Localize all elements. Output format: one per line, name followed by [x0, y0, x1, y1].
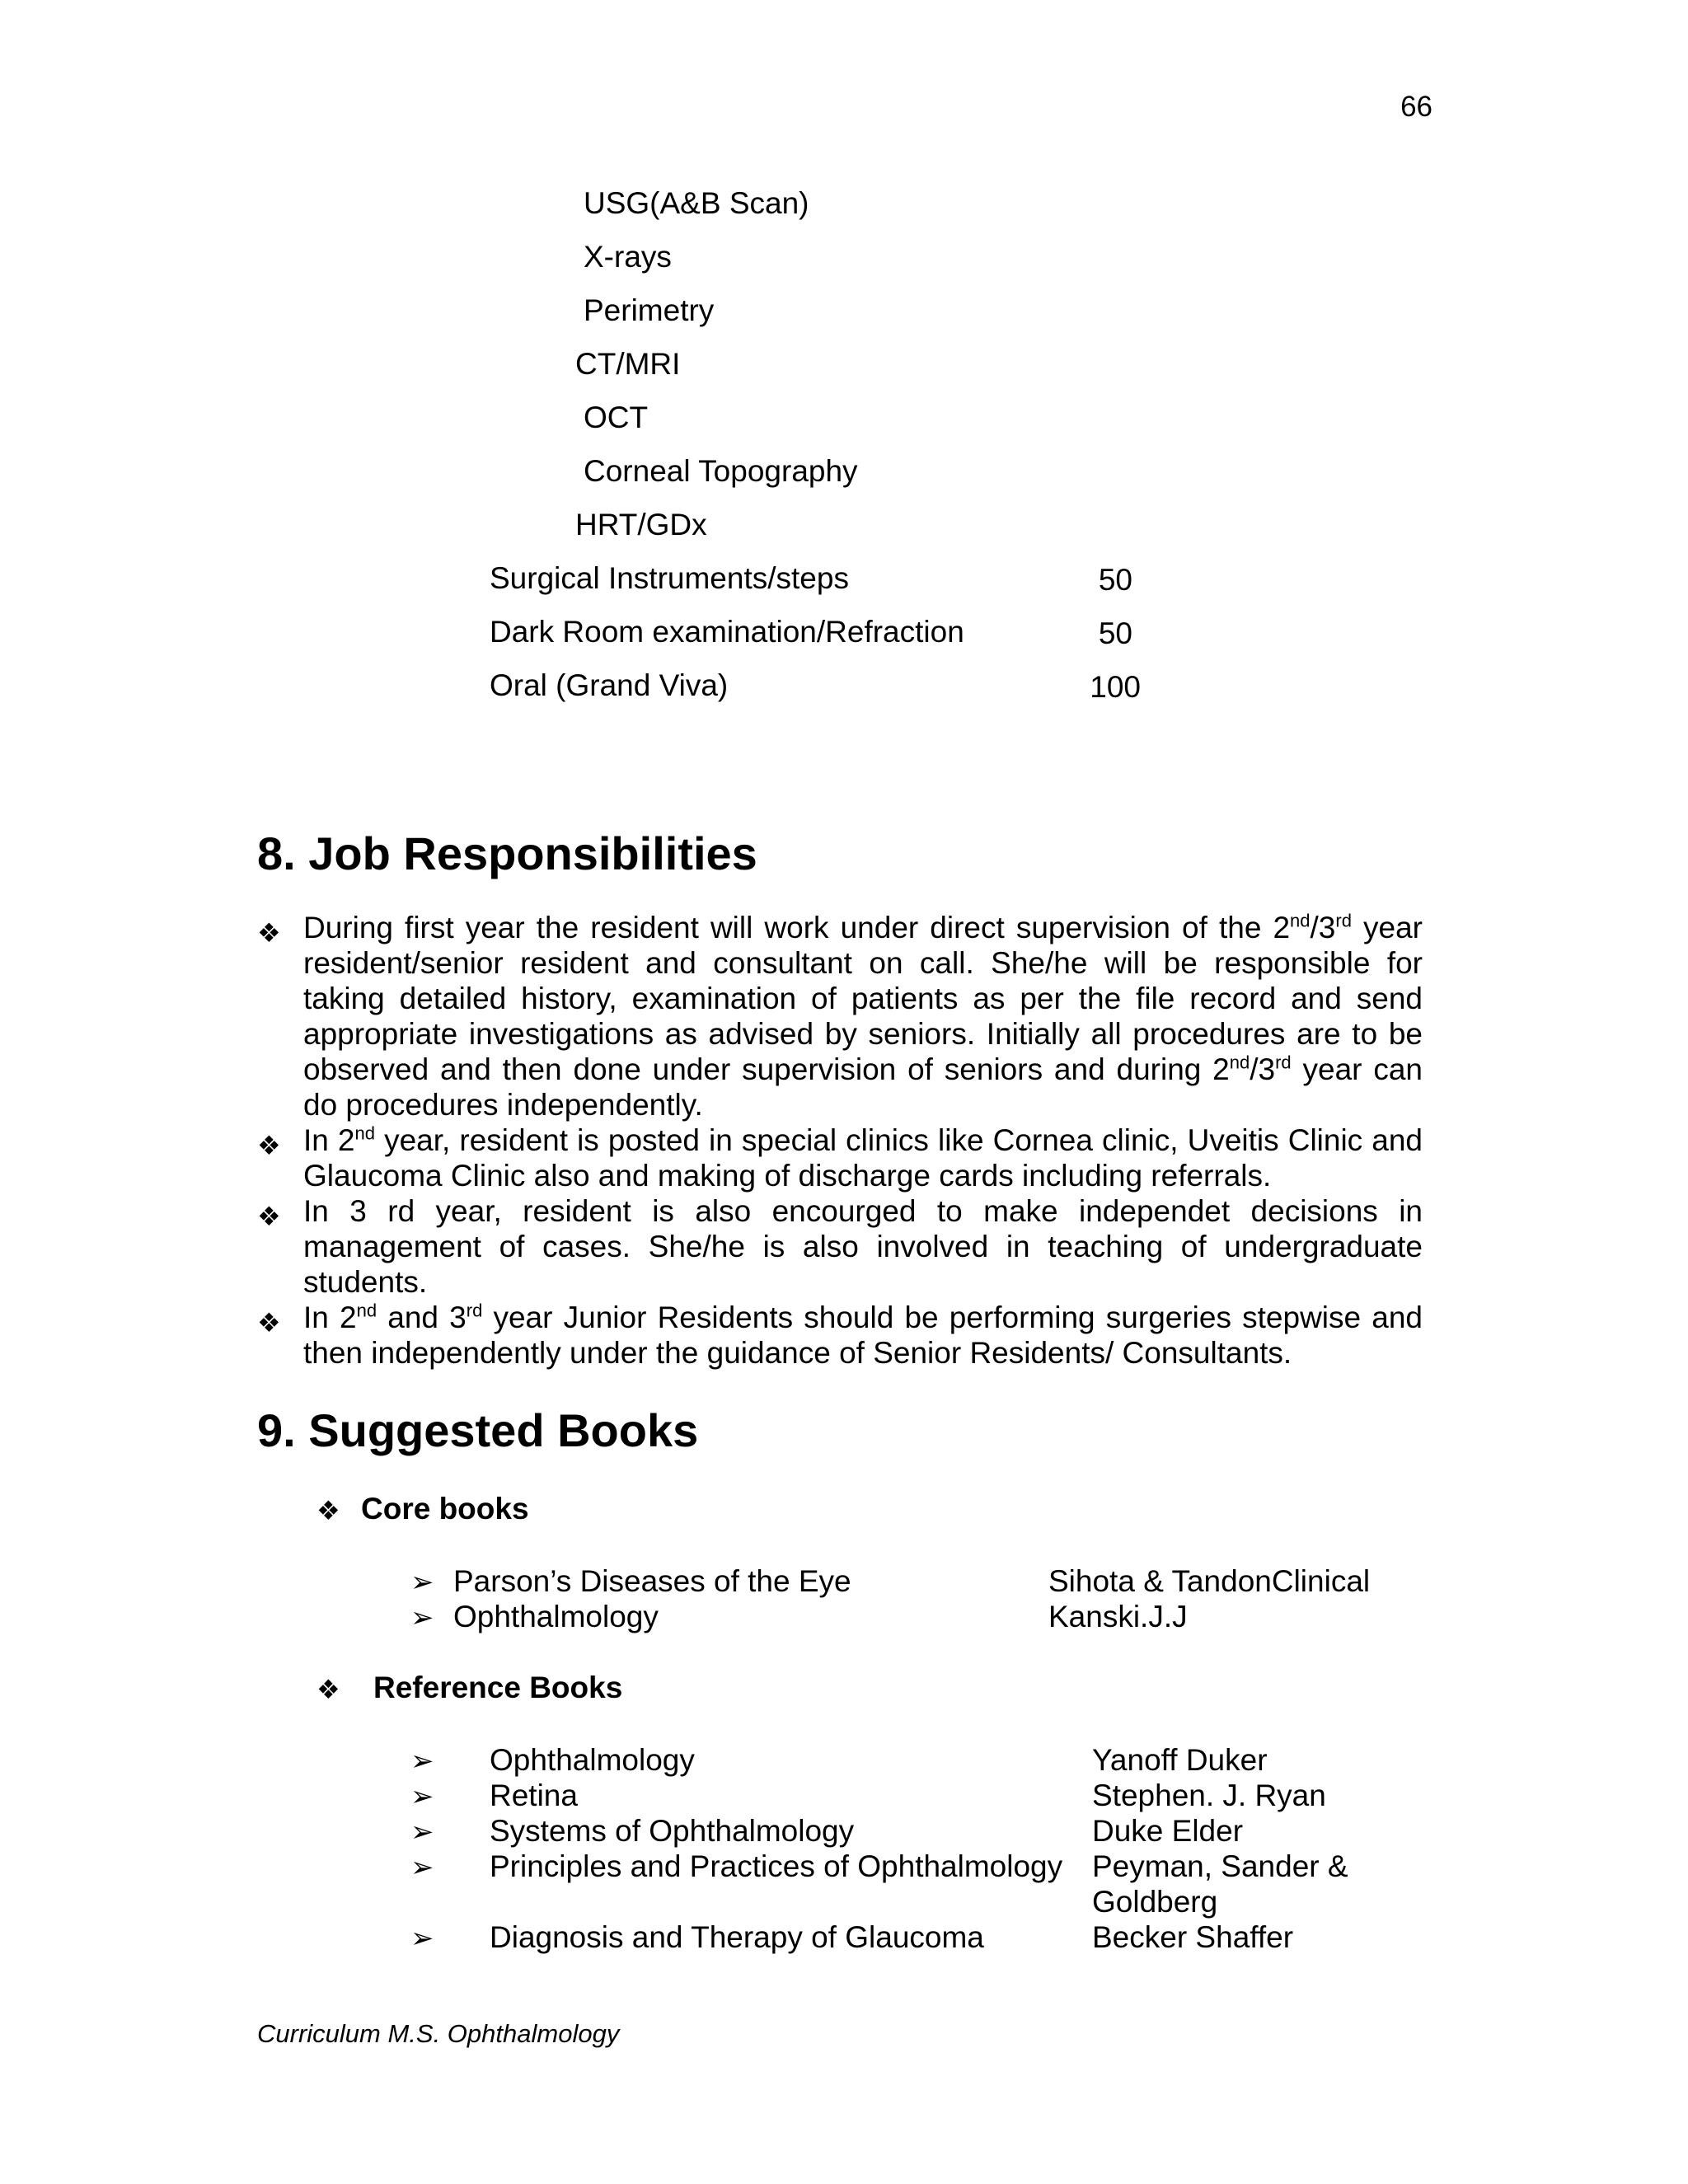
reference-book-author-continued: Goldberg — [1092, 1885, 1218, 1919]
exam-item-hrt-gdx: HRT/GDx — [575, 508, 707, 541]
reference-book-title: Principles and Practices of Ophthalmology — [490, 1849, 1063, 1883]
page-number: 66 — [1400, 91, 1432, 123]
exam-scored-label: Dark Room examination/Refraction — [490, 615, 964, 649]
exam-item-ctmri: CT/MRI — [575, 347, 681, 381]
diamond-bullet-icon: ❖ — [257, 1308, 281, 1338]
job-responsibilities-heading: 8. Job Responsibilities — [257, 827, 757, 879]
arrow-bullet-icon: ➢ — [410, 1923, 434, 1954]
exam-scored-marks: 50 — [1098, 616, 1132, 650]
exam-item-xrays: X-rays — [584, 240, 672, 274]
arrow-bullet-icon: ➢ — [410, 1781, 434, 1812]
core-book-author: Kanski.J.J — [1048, 1600, 1188, 1633]
arrow-bullet-icon: ➢ — [410, 1746, 434, 1777]
job-paragraph-first-year: During first year the resident will work under direct supervision of the 2nd/3rd year resident/senior resident and consultant on call. She/he will be responsible for taking detailed history, examination of patients as per the file record and send appropriate investigations as advised by seniors. Initially all procedures are to be observed and then done under supervision of seniors and during 2nd/3rd year can do procedures independently. — [303, 910, 1423, 1122]
exam-item-oct: OCT — [584, 401, 649, 434]
exam-item-corneal-topography: Corneal Topography — [584, 454, 858, 488]
reference-book-author: Yanoff Duker — [1092, 1743, 1268, 1777]
exam-item-perimetry: Perimetry — [584, 293, 715, 327]
diamond-bullet-icon: ❖ — [316, 1496, 340, 1526]
exam-scored-label: Oral (Grand Viva) — [490, 668, 729, 702]
arrow-bullet-icon: ➢ — [410, 1852, 434, 1883]
exam-item-usg: USG(A&B Scan) — [584, 186, 809, 220]
reference-book-author: Stephen. J. Ryan — [1092, 1779, 1326, 1812]
reference-book-title: Systems of Ophthalmology — [490, 1814, 855, 1848]
reference-books-label: Reference Books — [373, 1671, 623, 1704]
exam-scored-marks: 50 — [1098, 563, 1132, 597]
exam-scored-label: Surgical Instruments/steps — [490, 561, 849, 595]
core-books-label: Core books — [361, 1492, 529, 1526]
job-paragraph-surgeries: In 2nd and 3rd year Junior Residents should be performing surgeries stepwise and then independently under the guidance of Senior Residents/ Consultants. — [303, 1300, 1423, 1370]
reference-book-title: Diagnosis and Therapy of Glaucoma — [490, 1920, 984, 1954]
reference-book-author: Peyman, Sander & — [1092, 1849, 1348, 1883]
exam-scored-marks: 100 — [1090, 670, 1141, 704]
diamond-bullet-icon: ❖ — [257, 1202, 281, 1231]
job-paragraph-second-year: In 2nd year, resident is posted in special clinics like Cornea clinic, Uveitis Clinic and Glaucoma Clinic also and making of discharge cards including referrals. — [303, 1122, 1423, 1193]
diamond-bullet-icon: ❖ — [316, 1675, 340, 1704]
core-book-title: Parson’s Diseases of the Eye — [453, 1564, 851, 1598]
reference-book-author: Duke Elder — [1092, 1814, 1244, 1848]
diamond-bullet-icon: ❖ — [257, 918, 281, 948]
arrow-bullet-icon: ➢ — [410, 1567, 434, 1598]
core-book-author: Sihota & TandonClinical — [1048, 1564, 1371, 1598]
reference-book-author: Becker Shaffer — [1092, 1920, 1294, 1954]
reference-book-title: Retina — [490, 1779, 578, 1812]
core-book-title: Ophthalmology — [453, 1600, 659, 1633]
reference-book-title: Ophthalmology — [490, 1743, 695, 1777]
arrow-bullet-icon: ➢ — [410, 1602, 434, 1633]
job-paragraph-third-year: In 3 rd year, resident is also encourged to make independet decisions in management of cases. She/he is also involved in teaching of undergraduate students. — [303, 1194, 1423, 1299]
diamond-bullet-icon: ❖ — [257, 1131, 281, 1160]
page-footer: Curriculum M.S. Ophthalmology — [257, 2019, 620, 2048]
arrow-bullet-icon: ➢ — [410, 1816, 434, 1848]
suggested-books-heading: 9. Suggested Books — [257, 1404, 699, 1456]
